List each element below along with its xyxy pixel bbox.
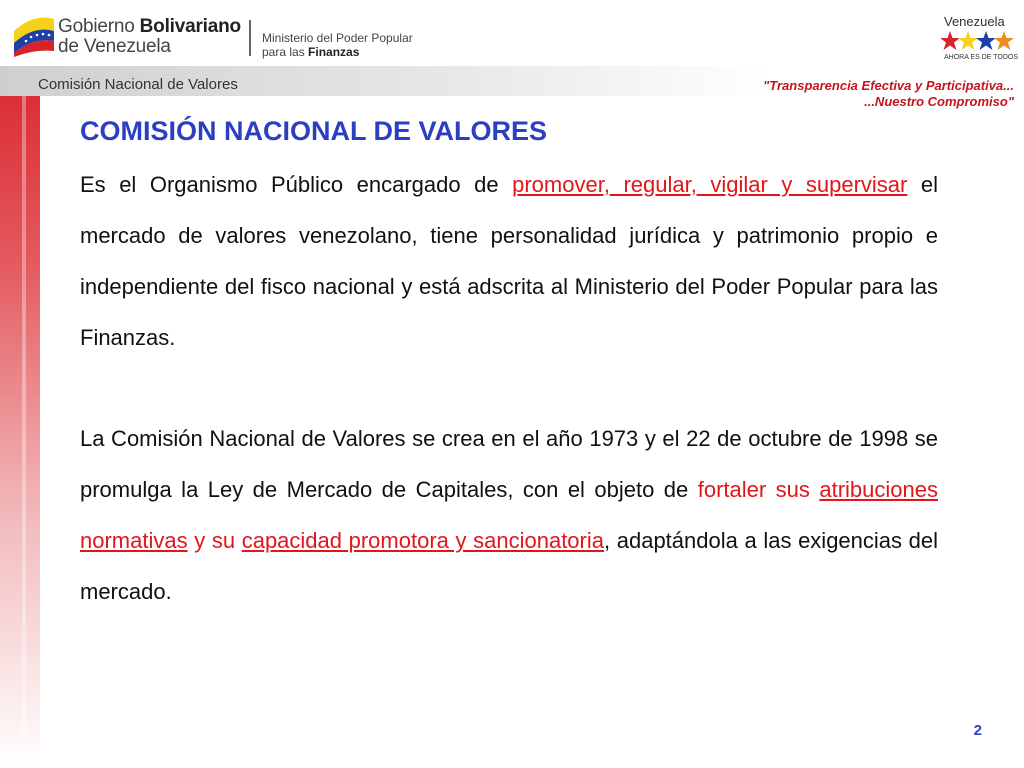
- venezuela-flag-icon: [12, 11, 56, 57]
- country-slogan: AHORA ES DE TODOS: [944, 54, 1019, 61]
- page-title: COMISIÓN NACIONAL DE VALORES: [80, 116, 548, 146]
- highlight-functions: promover, regular, vigilar y supervisar: [512, 172, 908, 197]
- header: [0, 0, 1024, 66]
- decorative-side-stripe: [22, 48, 26, 768]
- government-name: Gobierno Bolivariano: [58, 16, 241, 37]
- motto-line-1: "Transparencia Efectiva y Participativa...: [763, 78, 1014, 93]
- highlight-conjunction: y su: [187, 528, 242, 553]
- subheader-title: Comisión Nacional de Valores: [38, 76, 238, 93]
- paragraph-2: [80, 413, 938, 617]
- venezuela-stars-logo-icon: [941, 29, 1015, 53]
- highlight-strengthen: fortaler sus: [697, 477, 820, 502]
- decorative-side-bar: [0, 48, 40, 768]
- ministry-name: Ministerio del Poder Popular: [262, 31, 413, 45]
- paragraph-2-text: La Comisión Nacional de Valores se crea en el año 1973 y el 22 de octubre de 1998 se promulga la Ley de Mercado de Capitales, con el objeto de: [80, 426, 938, 502]
- government-country: de Venezuela: [58, 36, 171, 57]
- page-number: 2: [973, 722, 982, 739]
- highlight-capacity: capacidad promotora y sancionatoria: [241, 528, 604, 553]
- paragraph-2-text-2: , adaptándola a las exigencias del mercado.: [80, 528, 939, 604]
- paragraph-1: [80, 159, 938, 363]
- highlight-normative: atribuciones normativas: [80, 477, 938, 553]
- paragraph-1-text: Es el Organismo Público encargado de: [80, 172, 513, 197]
- ministry-name-line2: para las Finanzas: [262, 45, 360, 59]
- header-divider: [249, 20, 251, 56]
- country-label: Venezuela: [944, 14, 1005, 29]
- paragraph-1-text-2: el mercado de valores venezolano, tiene personalidad jurídica y patrimonio propio e independiente del fisco nacional y está adscrita al Ministerio del Poder Popular para las Finanzas.: [80, 172, 939, 350]
- motto-line-2: ...Nuestro Compromiso": [864, 94, 1014, 109]
